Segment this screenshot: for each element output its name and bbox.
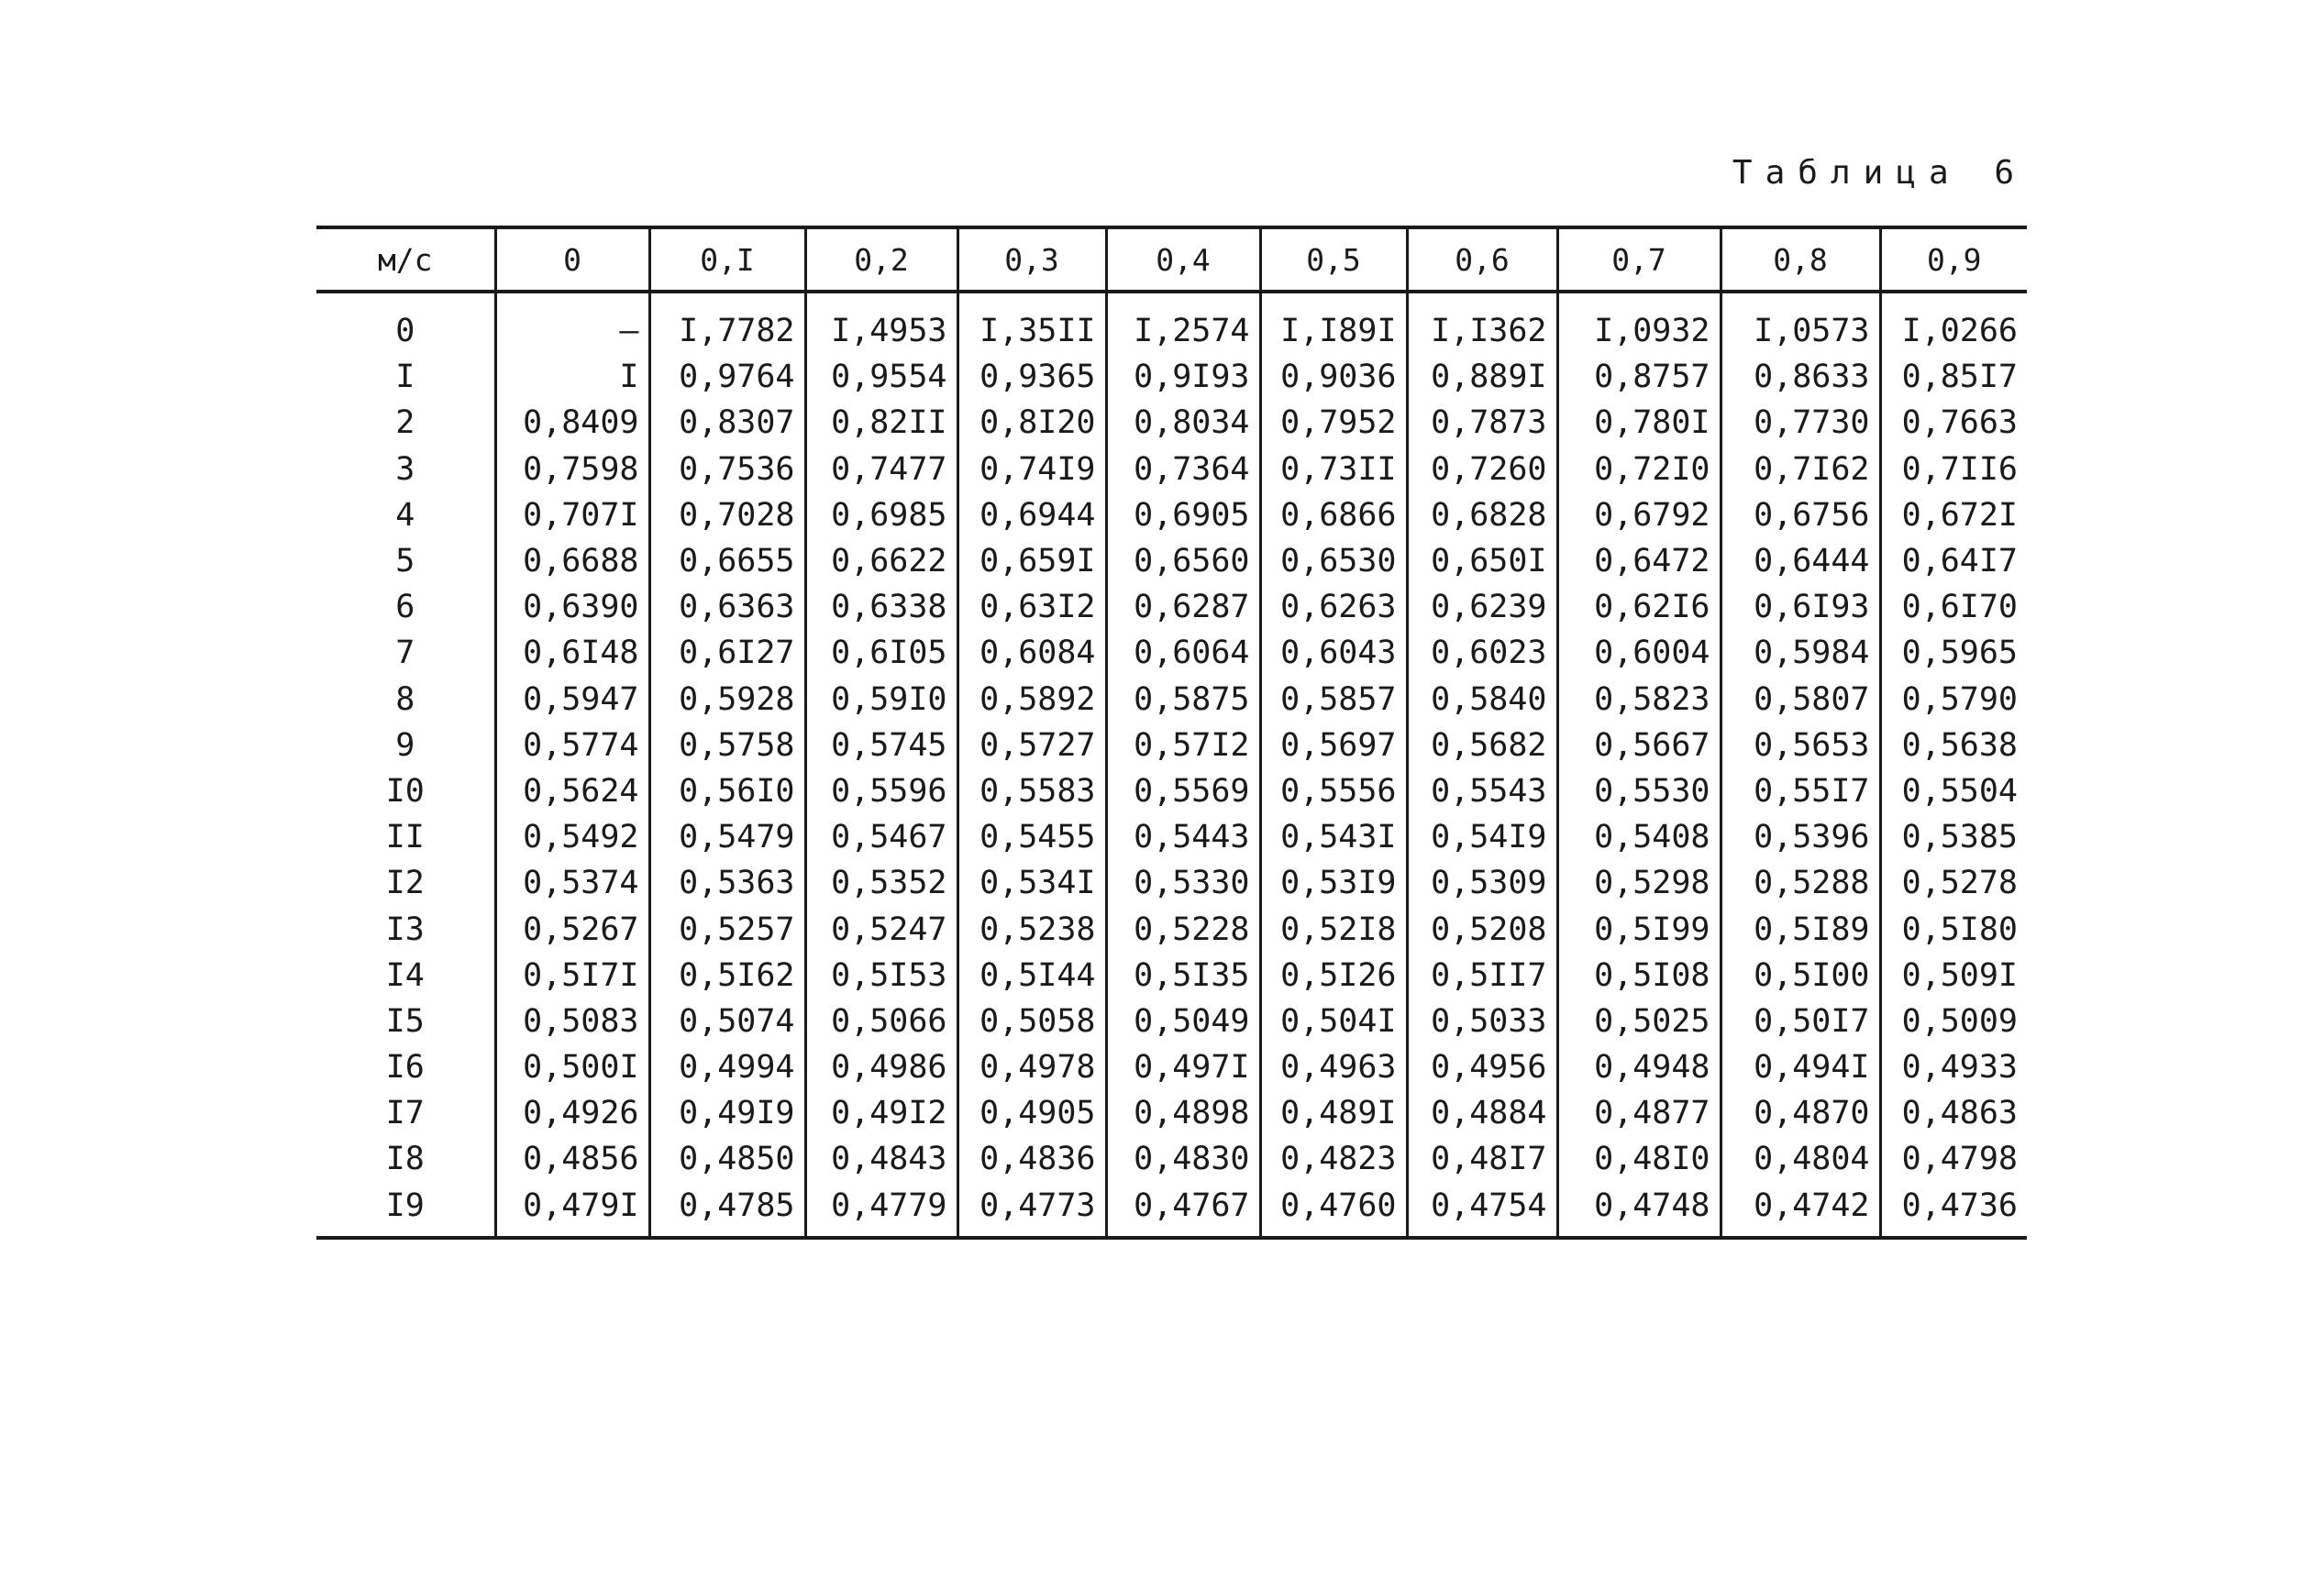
table-cell: 0,5I62 <box>649 953 805 999</box>
table-cell: 0,4933 <box>1880 1044 2027 1090</box>
table-cell: 0,5455 <box>957 814 1106 860</box>
table-cell: 0,5624 <box>495 768 649 814</box>
row-label: I6 <box>385 1049 425 1087</box>
table-cell: 0,5727 <box>957 723 1106 768</box>
table-cell: 0,5697 <box>1260 723 1407 768</box>
table-cell: 0,6560 <box>1106 538 1260 584</box>
table-cell: I,I362 <box>1407 292 1557 354</box>
table-cell: 0,6905 <box>1106 492 1260 538</box>
table-cell: 0,5543 <box>1407 768 1557 814</box>
table-cell: 0,780I <box>1557 400 1721 446</box>
table-cell: 0,5I26 <box>1260 953 1407 999</box>
table-cell: 0,4978 <box>957 1044 1106 1090</box>
table-cell: 0,672I <box>1880 492 2027 538</box>
table-cell: 0,8757 <box>1557 354 1721 400</box>
table-cell: 0,5408 <box>1557 814 1721 860</box>
row-label: I5 <box>385 1002 425 1040</box>
table-cell: 0,4823 <box>1260 1136 1407 1182</box>
table-cell: 0,479I <box>495 1183 649 1238</box>
table-cell: 0,7364 <box>1106 447 1260 492</box>
table-cell: 0,5396 <box>1721 814 1880 860</box>
table-cell: I,7782 <box>649 292 805 354</box>
table-cell: 0,4804 <box>1721 1136 1880 1182</box>
table-cell: 0,8307 <box>649 400 805 446</box>
header-cell: 0,6 <box>1407 227 1557 292</box>
table-cell: I <box>495 354 649 400</box>
table-cell: 0,4767 <box>1106 1183 1260 1238</box>
table-cell: 0,5309 <box>1407 860 1557 906</box>
table-cell: 0,5I7I <box>495 953 649 999</box>
row-label: I2 <box>385 865 425 902</box>
table-cell: 0,5374 <box>495 860 649 906</box>
table-row <box>316 630 2027 676</box>
table-cell: 0,7028 <box>649 492 805 538</box>
table-cell: 0,5083 <box>495 999 649 1044</box>
table-cell: 0,5947 <box>495 677 649 723</box>
table-cell: 0,82II <box>805 400 957 446</box>
table-cell: 0,6444 <box>1721 538 1880 584</box>
table-cell: 0,6263 <box>1260 584 1407 630</box>
table-cell: 0,4843 <box>805 1136 957 1182</box>
table-cell: 0,494I <box>1721 1044 1880 1090</box>
table-cell: 0,5556 <box>1260 768 1407 814</box>
row-label: I8 <box>385 1141 425 1178</box>
table-cell: 0,5257 <box>649 906 805 952</box>
table-cell: 0,4963 <box>1260 1044 1407 1090</box>
table-cell: 0,5638 <box>1880 723 2027 768</box>
table-cell: 0,5I35 <box>1106 953 1260 999</box>
table-cell: 0,6828 <box>1407 492 1557 538</box>
table-cell: I,I89I <box>1260 292 1407 354</box>
table-cell: 0,5238 <box>957 906 1106 952</box>
table-cell: 0,5298 <box>1557 860 1721 906</box>
table-cell: 0,5II7 <box>1407 953 1557 999</box>
table-cell: 0,6I93 <box>1721 584 1880 630</box>
row-label: I9 <box>316 1183 495 1238</box>
table-cell: 0,9554 <box>805 354 957 400</box>
table-row <box>316 953 2027 999</box>
table-cell: 0,4742 <box>1721 1183 1880 1238</box>
table-row <box>316 860 2027 906</box>
table-row <box>316 1136 2027 1182</box>
table-cell: 0,5667 <box>1557 723 1721 768</box>
table-cell: 0,5I53 <box>805 953 957 999</box>
header-cell: 0,I <box>649 227 805 292</box>
table-cell: 0,48I0 <box>1557 1136 1721 1182</box>
table-body <box>316 292 2027 1238</box>
row-label: 9 <box>395 726 415 764</box>
table-cell: 0,9I93 <box>1106 354 1260 400</box>
row-label: I0 <box>385 772 425 810</box>
table-cell: 0,6792 <box>1557 492 1721 538</box>
table-cell: 0,5682 <box>1407 723 1557 768</box>
table-cell: 0,5467 <box>805 814 957 860</box>
table-cell: 0,5I08 <box>1557 953 1721 999</box>
table-cell: 0,5892 <box>957 677 1106 723</box>
table-row <box>316 906 2027 952</box>
table-cell: 0,5984 <box>1721 630 1880 676</box>
table-cell: 0,489I <box>1260 1090 1407 1136</box>
table-cell: 0,5875 <box>1106 677 1260 723</box>
table-cell: I,0573 <box>1721 292 1880 354</box>
table-cell: 0,4877 <box>1557 1090 1721 1136</box>
table-cell: 0,5479 <box>649 814 805 860</box>
table-cell: 0,5569 <box>1106 768 1260 814</box>
row-label: 3 <box>395 450 415 488</box>
table-row <box>316 723 2027 768</box>
table-cell: 0,7873 <box>1407 400 1557 446</box>
table-cell: 0,5330 <box>1106 860 1260 906</box>
table-cell: 0,4754 <box>1407 1183 1557 1238</box>
table-cell: 0,5I80 <box>1880 906 2027 952</box>
table-cell: 0,6756 <box>1721 492 1880 538</box>
header-cell: 0,9 <box>1880 227 2027 292</box>
table-cell: 0,50I7 <box>1721 999 1880 1044</box>
table-cell: 0,6064 <box>1106 630 1260 676</box>
table-cell: 0,6530 <box>1260 538 1407 584</box>
table-cell: 0,8633 <box>1721 354 1880 400</box>
table-row <box>316 447 2027 492</box>
table-cell: 0,509I <box>1880 953 2027 999</box>
table-cell: 0,6985 <box>805 492 957 538</box>
table-cell: 0,8409 <box>495 400 649 446</box>
header-cell: 0,3 <box>957 227 1106 292</box>
table-cell: 0,4748 <box>1557 1183 1721 1238</box>
table-cell: 0,6472 <box>1557 538 1721 584</box>
table-row <box>316 1044 2027 1090</box>
table-cell: 0,6I70 <box>1880 584 2027 630</box>
table-cell: 0,5288 <box>1721 860 1880 906</box>
table-cell: 0,6944 <box>957 492 1106 538</box>
table-cell: 0,4736 <box>1880 1183 2027 1238</box>
table-cell: 0,6I05 <box>805 630 957 676</box>
table-cell: 0,74I9 <box>957 447 1106 492</box>
row-label: 6 <box>395 589 415 626</box>
row-label: I4 <box>385 956 425 994</box>
table-cell: 0,4948 <box>1557 1044 1721 1090</box>
table-cell: 0,7730 <box>1721 400 1880 446</box>
table-cell: 0,5790 <box>1880 677 2027 723</box>
table-cell: 0,72I0 <box>1557 447 1721 492</box>
row-label: I <box>395 359 415 396</box>
table-cell: 0,7536 <box>649 447 805 492</box>
table-cell: 0,63I2 <box>957 584 1106 630</box>
table-cell: 0,6043 <box>1260 630 1407 676</box>
table-cell: 0,650I <box>1407 538 1557 584</box>
table-cell: 0,5504 <box>1880 768 2027 814</box>
table-row <box>316 814 2027 860</box>
table-cell: I,2574 <box>1106 292 1260 354</box>
table-cell: 0,4956 <box>1407 1044 1557 1090</box>
table-row <box>316 768 2027 814</box>
table-cell: I,35II <box>957 292 1106 354</box>
table-cell: 0,5443 <box>1106 814 1260 860</box>
table-cell: 0,49I9 <box>649 1090 805 1136</box>
table-cell: 0,5049 <box>1106 999 1260 1044</box>
table-cell: 0,7260 <box>1407 447 1557 492</box>
header-cell: 0,8 <box>1721 227 1880 292</box>
table-cell: 0,5I99 <box>1557 906 1721 952</box>
table-cell: 0,534I <box>957 860 1106 906</box>
table-cell: 0,5758 <box>649 723 805 768</box>
table-cell: 0,5066 <box>805 999 957 1044</box>
table-cell: 0,6084 <box>957 630 1106 676</box>
table-cell: 0,6239 <box>1407 584 1557 630</box>
table-cell: 0,9036 <box>1260 354 1407 400</box>
table-cell: I,4953 <box>805 292 957 354</box>
table-cell: 0,9365 <box>957 354 1106 400</box>
table-cell: 0,497I <box>1106 1044 1260 1090</box>
table-cell: 0,4863 <box>1880 1090 2027 1136</box>
table-cell: 0,7II6 <box>1880 447 2027 492</box>
table-cell: 0,8034 <box>1106 400 1260 446</box>
table-cell: 0,5I44 <box>957 953 1106 999</box>
table-row <box>316 354 2027 400</box>
table-cell: 0,4986 <box>805 1044 957 1090</box>
table-cell: 0,4830 <box>1106 1136 1260 1182</box>
table-cell: 0,64I7 <box>1880 538 2027 584</box>
table-cell: 0,4870 <box>1721 1090 1880 1136</box>
table-cell: 0,4760 <box>1260 1183 1407 1238</box>
table-cell: 0,5228 <box>1106 906 1260 952</box>
table-cell: 0,4850 <box>649 1136 805 1182</box>
table-cell: 0,7952 <box>1260 400 1407 446</box>
data-table <box>316 226 2027 1240</box>
table-cell: 0,6363 <box>649 584 805 630</box>
header-cell-units: м/с <box>316 227 495 292</box>
table-cell: I,0932 <box>1557 292 1721 354</box>
table-cell: 0,5965 <box>1880 630 2027 676</box>
table-cell: 0,5492 <box>495 814 649 860</box>
table-cell: 0,6I48 <box>495 630 649 676</box>
table-row <box>316 584 2027 630</box>
row-label: 8 <box>395 680 415 718</box>
table-cell: 0,53I9 <box>1260 860 1407 906</box>
table-row <box>316 400 2027 446</box>
table-cell: 0,6023 <box>1407 630 1557 676</box>
table-cell: 0,4773 <box>957 1183 1106 1238</box>
row-label: II <box>385 819 425 856</box>
table-cell: 0,5033 <box>1407 999 1557 1044</box>
table-cell: 0,5774 <box>495 723 649 768</box>
header-cell: 0,4 <box>1106 227 1260 292</box>
header-cell: 0,2 <box>805 227 957 292</box>
table-cell: 0,5267 <box>495 906 649 952</box>
table-cell: 0,504I <box>1260 999 1407 1044</box>
table-cell: 0,6655 <box>649 538 805 584</box>
table-cell: 0,6338 <box>805 584 957 630</box>
table-row <box>316 999 2027 1044</box>
table-cell: 0,59I0 <box>805 677 957 723</box>
table-row <box>316 1090 2027 1136</box>
table-row <box>316 1183 2027 1238</box>
table-cell: 0,5807 <box>1721 677 1880 723</box>
table-cell: 0,5363 <box>649 860 805 906</box>
table-cell: I,0266 <box>1880 292 2027 354</box>
table-row <box>316 677 2027 723</box>
table-cell: 0,5857 <box>1260 677 1407 723</box>
row-label: 4 <box>395 496 415 534</box>
table-cell: 0,57I2 <box>1106 723 1260 768</box>
table-cell: 0,62I6 <box>1557 584 1721 630</box>
row-label: I3 <box>385 910 425 948</box>
table-cell: 0,889I <box>1407 354 1557 400</box>
table-cell: 0,4926 <box>495 1090 649 1136</box>
table-cell: 0,5278 <box>1880 860 2027 906</box>
table-cell: 0,5583 <box>957 768 1106 814</box>
table-row <box>316 538 2027 584</box>
table-cell: 0,6287 <box>1106 584 1260 630</box>
table-cell: 0,6688 <box>495 538 649 584</box>
header-row <box>316 227 2027 292</box>
table-cell: 0,5009 <box>1880 999 2027 1044</box>
table-cell: 0,5247 <box>805 906 957 952</box>
table-cell: 0,4785 <box>649 1183 805 1238</box>
table-cell: 0,4856 <box>495 1136 649 1182</box>
row-label: 2 <box>395 404 415 442</box>
table-cell: 0,5I00 <box>1721 953 1880 999</box>
row-label: 0 <box>395 313 415 350</box>
table-cell: 0,55I7 <box>1721 768 1880 814</box>
table-cell: – <box>495 292 649 354</box>
table-cell: 0,5208 <box>1407 906 1557 952</box>
table-cell: 0,5823 <box>1557 677 1721 723</box>
table-cell: 0,5025 <box>1557 999 1721 1044</box>
table-cell: 0,543I <box>1260 814 1407 860</box>
table-cell: 0,5530 <box>1557 768 1721 814</box>
table-cell: 0,5840 <box>1407 677 1557 723</box>
table-cell: 0,7598 <box>495 447 649 492</box>
header-cell: 0,5 <box>1260 227 1407 292</box>
table-cell: 0,5596 <box>805 768 957 814</box>
table-cell: 0,6866 <box>1260 492 1407 538</box>
table-cell: 0,5653 <box>1721 723 1880 768</box>
table-cell: 0,4905 <box>957 1090 1106 1136</box>
table-cell: 0,73II <box>1260 447 1407 492</box>
table-caption: Таблица 6 <box>1732 154 2027 192</box>
table-cell: 0,5352 <box>805 860 957 906</box>
table-cell: 0,56I0 <box>649 768 805 814</box>
table-cell: 0,6622 <box>805 538 957 584</box>
table-cell: 0,5745 <box>805 723 957 768</box>
table-cell: 0,8I20 <box>957 400 1106 446</box>
table-cell: 0,49I2 <box>805 1090 957 1136</box>
table-cell: 0,85I7 <box>1880 354 2027 400</box>
table-cell: 0,4779 <box>805 1183 957 1238</box>
table-cell: 0,7663 <box>1880 400 2027 446</box>
table-row <box>316 492 2027 538</box>
table-cell: 0,6004 <box>1557 630 1721 676</box>
table-cell: 0,5074 <box>649 999 805 1044</box>
table-cell: 0,6390 <box>495 584 649 630</box>
table-header <box>316 227 2027 292</box>
row-label: 5 <box>395 543 415 580</box>
table-cell: 0,52I8 <box>1260 906 1407 952</box>
table-cell: 0,7477 <box>805 447 957 492</box>
table-cell: 0,4994 <box>649 1044 805 1090</box>
table-cell: 0,6I27 <box>649 630 805 676</box>
table-cell: 0,707I <box>495 492 649 538</box>
table-cell: 0,54I9 <box>1407 814 1557 860</box>
table-cell: 0,4884 <box>1407 1090 1557 1136</box>
table-cell: 0,48I7 <box>1407 1136 1557 1182</box>
table-cell: 0,4836 <box>957 1136 1106 1182</box>
header-cell: 0 <box>495 227 649 292</box>
header-cell: 0,7 <box>1557 227 1721 292</box>
row-label: 7 <box>395 635 415 672</box>
table-cell: 0,5385 <box>1880 814 2027 860</box>
table-cell: 0,5058 <box>957 999 1106 1044</box>
table-cell: 0,9764 <box>649 354 805 400</box>
table-cell: 0,4898 <box>1106 1090 1260 1136</box>
table-cell: 0,659I <box>957 538 1106 584</box>
table-cell: 0,5I89 <box>1721 906 1880 952</box>
table-row <box>316 292 2027 354</box>
row-label: I7 <box>385 1095 425 1132</box>
table-cell: 0,5928 <box>649 677 805 723</box>
table-cell: 0,4798 <box>1880 1136 2027 1182</box>
table-cell: 0,7I62 <box>1721 447 1880 492</box>
table-cell: 0,500I <box>495 1044 649 1090</box>
